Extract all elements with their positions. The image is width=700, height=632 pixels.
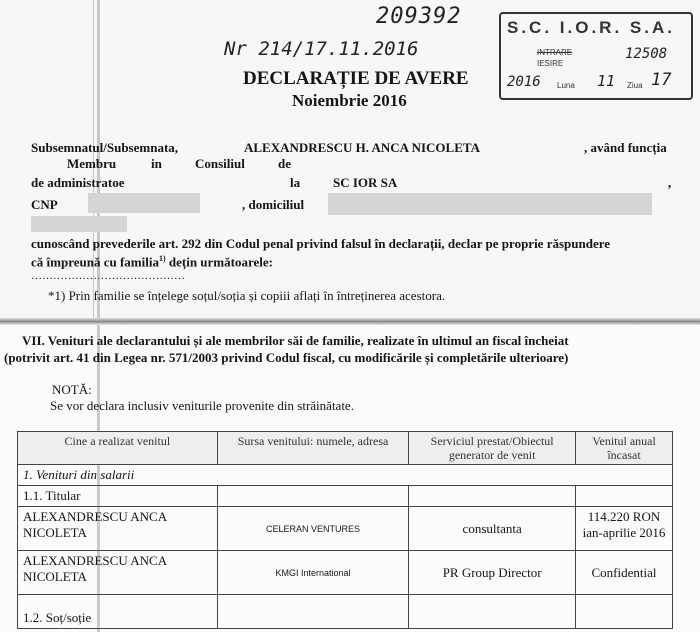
col-header-source: Sursa venitului: numele, adresa xyxy=(217,432,409,465)
table-row xyxy=(18,551,673,595)
redaction xyxy=(328,193,652,215)
redaction xyxy=(31,216,127,232)
col-header-income: Venitul anual încasat xyxy=(576,432,673,465)
at-word: la xyxy=(290,175,301,190)
section-heading-2: (potrivit art. 41 din Legea nr. 571/2003 privind Codul fiscal, cu modificările și completările ulterioare) xyxy=(4,350,569,365)
handwritten-number: 209392 xyxy=(376,4,462,29)
empty-cell xyxy=(217,486,409,507)
declarant-label: Subsemnatul/Subsemnata, xyxy=(31,140,179,155)
subcategory-cell: 1.2. Soț/soție xyxy=(18,595,218,629)
empty-cell xyxy=(576,486,673,507)
company-stamp xyxy=(499,12,693,100)
intro-text-2: că împreună cu familia$^{1)}$ dețin următoarele: xyxy=(31,254,273,270)
company-name: SC IOR SA xyxy=(333,175,398,190)
empty-cell xyxy=(409,486,576,507)
category-cell: 1. Venituri din salarii xyxy=(18,465,673,486)
table-row xyxy=(18,486,673,507)
role-word: de xyxy=(278,156,291,171)
cnp-label: CNP xyxy=(31,197,58,212)
stamp-number: 12508 xyxy=(625,46,668,62)
income-table xyxy=(17,431,673,629)
table-row xyxy=(18,465,673,486)
role-word: in xyxy=(151,156,162,171)
stamp-company: S.C. I.O.R. S.A. xyxy=(507,18,675,37)
domicile-label: , domiciliul xyxy=(242,197,305,212)
subcategory-cell: 1.1. Titular xyxy=(18,486,218,507)
nota-label: NOTĂ: xyxy=(52,382,92,397)
redaction xyxy=(88,193,200,213)
cell-service: PR Group Director xyxy=(409,551,576,595)
role-tail: de administratoe xyxy=(31,175,125,190)
table-header-row xyxy=(18,432,673,465)
table-row xyxy=(18,507,673,551)
page-divider xyxy=(0,318,700,325)
table-row xyxy=(18,595,673,629)
role-word: Membru xyxy=(67,156,117,171)
stamp-ziua-label: Ziua xyxy=(627,81,643,90)
footnote: *1) Prin familie se înțelege soțul/soția și copiii aflați în întreținerea acestora. xyxy=(48,288,446,303)
page-title: DECLARAȚIE DE AVERE xyxy=(243,68,469,89)
cell-who: ALEXANDRESCU ANCA NICOLETA xyxy=(18,551,218,595)
col-header-who: Cine a realizat venitul xyxy=(18,432,218,465)
empty-cell xyxy=(217,595,409,629)
stamp-luna: 11 xyxy=(597,72,616,90)
cell-service: consultanta xyxy=(409,507,576,551)
registration-number: Nr 214/17.11.2016 xyxy=(224,38,419,60)
declarant-name: ALEXANDRESCU H. ANCA NICOLETA xyxy=(244,140,480,155)
trailing-comma: , xyxy=(668,175,672,190)
cell-source: KMGI International xyxy=(217,551,409,595)
section-heading: VII. Venituri ale declarantului și ale membrilor săi de familie, realizate în ultimul an fiscal încheiat xyxy=(22,333,569,348)
role-word: Consiliul xyxy=(195,156,245,171)
function-suffix: , având funcția xyxy=(584,140,667,155)
stamp-luna-label: Luna xyxy=(557,81,575,90)
cell-income: 114.220 RON ian-aprilie 2016 xyxy=(576,507,673,551)
stamp-intrare: INTRARE xyxy=(537,48,573,57)
stamp-iesire: IESIRE xyxy=(537,59,564,68)
cell-who: ALEXANDRESCU ANCA NICOLETA xyxy=(18,507,218,551)
stamp-year: 2016 xyxy=(507,74,541,90)
col-header-service: Serviciul prestat/Obiectul generator de venit xyxy=(409,432,576,465)
empty-cell xyxy=(409,595,576,629)
intro-text: cunoscând prevederile art. 292 din Codul penal privind falsul în declarații, declar pe proprie răspundere xyxy=(31,236,611,251)
stamp-ziua: 17 xyxy=(651,70,672,90)
nota-text: Se vor declara inclusiv veniturile provenite din străinătate. xyxy=(50,398,354,413)
page-subtitle: Noiembrie 2016 xyxy=(292,91,407,110)
dotted-line: …………………………………… xyxy=(31,270,185,282)
cell-source: CELERAN VENTURES xyxy=(217,507,409,551)
cell-income: Confidential xyxy=(576,551,673,595)
empty-cell xyxy=(576,595,673,629)
